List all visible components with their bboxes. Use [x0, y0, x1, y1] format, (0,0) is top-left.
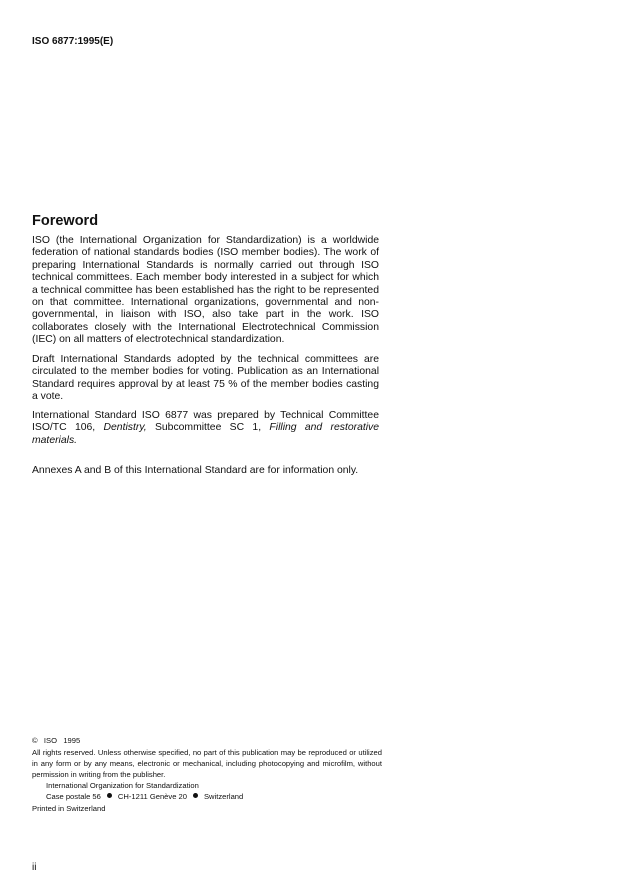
- printed-in: Printed in Switzerland: [32, 804, 106, 813]
- country: Switzerland: [203, 792, 244, 801]
- postal-city: CH-1211 Genève 20: [117, 792, 187, 801]
- publisher-address: [46, 780, 396, 802]
- paragraph-iso-intro: ISO (the International Organization for Standardization) is a worldwide federation of national standards bodies (ISO member bodies). The work of preparing International Standards is normally carried out through ISO technical committees. Each member body interested in a subject for which a technical committee has been established has the right to be represented on that committee. International organizations, governmental and non-governmental, in liaison with ISO, also take part in the work. ISO collaborates closely with the International Electrotechnical Commission (IEC) on all matters of electrotechnical standardization.: [32, 235, 379, 346]
- paragraph-draft-standards: Draft International Standards adopted by the technical committees are circulated to the member bodies for voting. Publication as an International Standard requires approval by at least 75 % of the member bodies casting a vote.: [32, 354, 379, 403]
- copyright-line: © ISO 1995: [32, 736, 81, 745]
- bullet-icon: [193, 793, 198, 798]
- committee-name: Dentistry,: [103, 422, 147, 434]
- document-header: ISO 6877:1995(E): [32, 36, 114, 47]
- org-name: International Organization for Standardization: [46, 781, 199, 790]
- prep-text: International Standard ISO 6877 was prepared by Technical Committee ISO/TC 106,: [32, 410, 379, 434]
- paragraph-annexes: Annexes A and B of this International Standard are for information only.: [32, 465, 359, 476]
- subcommittee-text: Subcommittee SC 1,: [154, 422, 262, 434]
- page-number: ii: [32, 862, 37, 873]
- paragraph-preparation: [32, 410, 379, 447]
- subcommittee-name: Filling and restorative materials.: [32, 422, 380, 446]
- address-line: [46, 791, 396, 802]
- rights-statement: All rights reserved. Unless otherwise specified, no part of this publication may be reproduced or utilized in any form or by any means, electronic or mechanical, including photocopying and microfilm, without permission in writing from the publisher.: [32, 748, 382, 779]
- section-title: Foreword: [32, 213, 99, 229]
- bullet-icon: [107, 793, 112, 798]
- postal-box: Case postale 56: [46, 792, 101, 801]
